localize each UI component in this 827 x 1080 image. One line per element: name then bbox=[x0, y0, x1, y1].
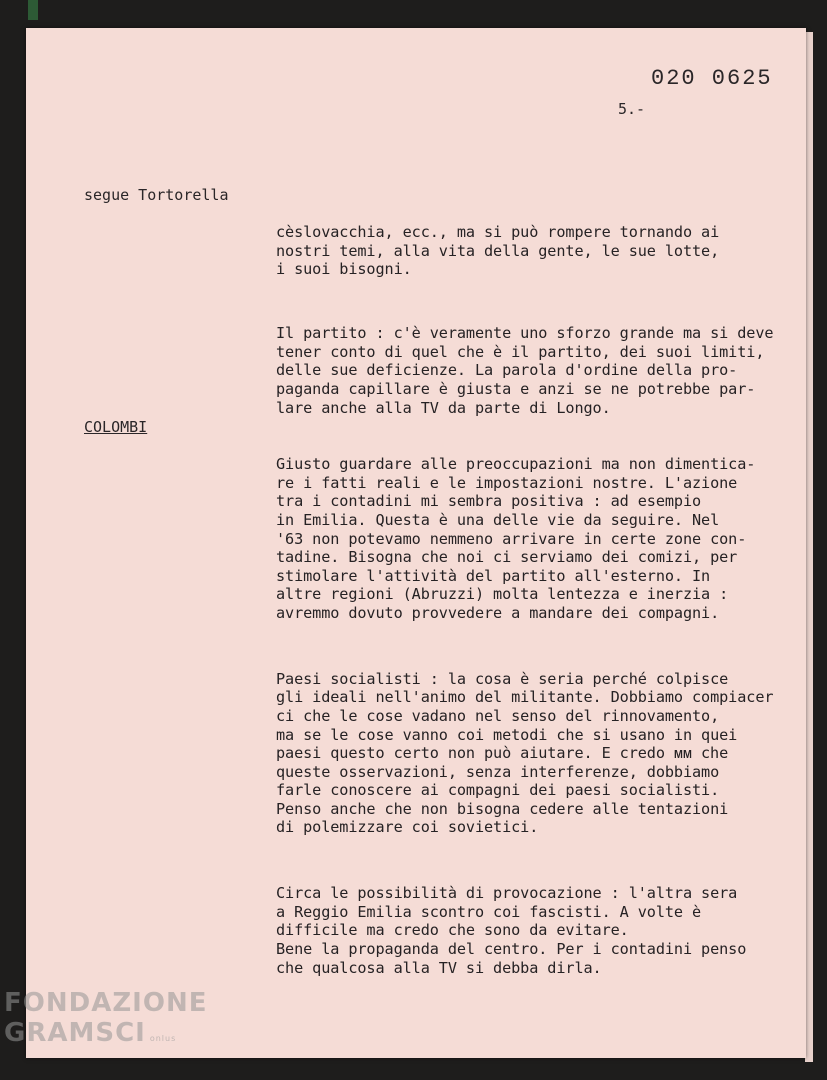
page-edge bbox=[805, 32, 813, 1062]
paragraph: Giusto guardare alle preoccupazioni ma non dimentica- re i fatti reali e le impostazioni nostre. L'azione tra i contadini mi sembra positiva : ad esempio in Emilia. Questa è una delle vie da seguire. Nel '63 non potevamo nemmeno arrivare in certe zone con- tadine. Bisogna che noi ci serviamo dei comizi, per stimolare l'attività del partito all'esterno. In altre regioni (Abruzzi) molta lentezza e inerzia : avremmo dovuto provvedere a mandare dei compagni. bbox=[276, 455, 756, 622]
page-number: 5.- bbox=[618, 100, 646, 118]
watermark-line: FONDAZIONE bbox=[4, 988, 208, 1018]
watermark-line: GRAMSCI onlus bbox=[4, 1018, 177, 1048]
paragraph: Paesi socialisti : la cosa è seria perché colpisce gli ideali nell'animo del militante. Dobbiamo compiacer ci che le cose vadano nel senso del rinnovamento, ma se le cose vanno coi metodi che si usano in quei paesi questo certo non può aiutare. E credo ᴍᴍ che queste osservazioni, senza interferenze, dobbiamo farle conoscere ai compagni dei paesi socialisti. Penso anche che non bisogna cedere alle tentazioni di polemizzare coi sovietici. bbox=[276, 669, 774, 837]
speech-colombi bbox=[276, 418, 796, 1014]
paragraph: Il partito : c'è veramente uno sforzo grande ma si deve tener conto di quel che è il partito, dei suoi limiti, delle sue deficienze. La parola d'ordine della pro- paganda capillare è giusta e anzi se ne potrebbe par- lare anche alla TV da parte di Longo. bbox=[276, 324, 774, 417]
binder-tab bbox=[28, 0, 38, 20]
document-page bbox=[26, 28, 806, 1058]
fondazione-gramsci-watermark bbox=[4, 988, 207, 1054]
speaker-tortorella: segue Tortorella bbox=[84, 186, 229, 204]
paragraph: Circa le possibilità di provocazione : l'altra sera a Reggio Emilia scontro coi fascisti. A volte è difficile ma credo che sono da evitare. Bene la propaganda del centro. Per i contadini penso che qualcosa alla TV si debba dirla. bbox=[276, 884, 747, 977]
speaker-colombi: COLOMBI bbox=[84, 418, 148, 436]
speech-tortorella bbox=[276, 186, 796, 454]
document-number: 020 0625 bbox=[651, 66, 773, 91]
paragraph: cèslovacchia, ecc., ma si può rompere tornando ai nostri temi, alla vita della gente, le sue lotte, i suoi bisogni. bbox=[276, 223, 720, 279]
